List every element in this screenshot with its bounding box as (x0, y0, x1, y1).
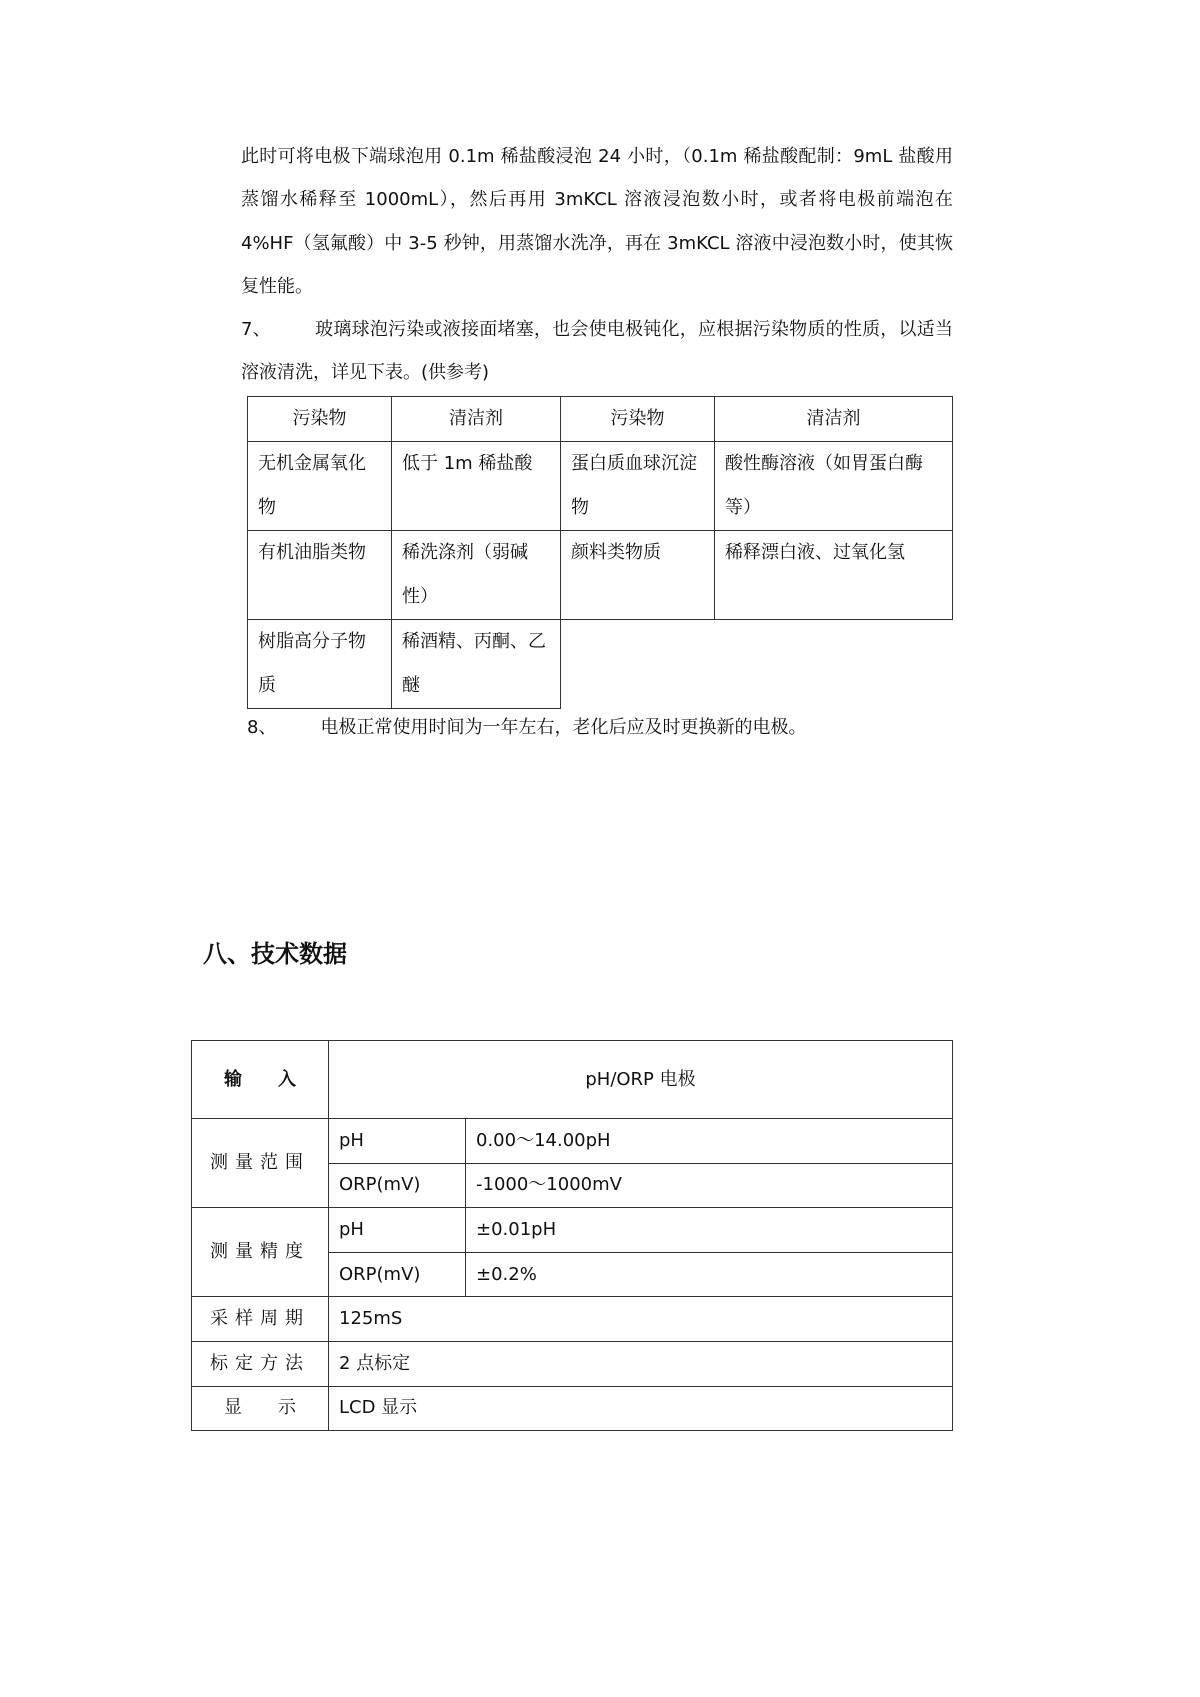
empty-cell (715, 620, 953, 709)
display-value: LCD 显示 (329, 1386, 953, 1431)
sampling-value: 125mS (329, 1297, 953, 1342)
spec-row-range-ph (192, 1119, 953, 1164)
accuracy-ph-label: pH (329, 1208, 466, 1253)
accuracy-orp-label: ORP(mV) (329, 1252, 466, 1297)
table-cell: 稀释漂白液、过氧化氢 (715, 531, 953, 620)
spec-row-sampling (192, 1297, 953, 1342)
input-value: pH/ORP 电极 (329, 1041, 953, 1119)
header-cell: 污染物 (561, 397, 715, 442)
table-cell: 无机金属氧化物 (248, 442, 392, 531)
table-cell: 有机油脂类物 (248, 531, 392, 620)
range-ph-label: pH (329, 1119, 466, 1164)
section-heading: 八、技术数据 (203, 940, 347, 968)
accuracy-ph-value: ±0.01pH (466, 1208, 953, 1253)
range-ph-value: 0.00～14.00pH (466, 1119, 953, 1164)
range-label: 测量范围 (192, 1119, 329, 1208)
table-cell: 蛋白质血球沉淀物 (561, 442, 715, 531)
item-7-text: 玻璃球泡污染或液接面堵塞，也会使电极钝化，应根据污染物质的性质，以适当溶液清洗，详见下表。(供参考) (241, 319, 954, 384)
table-cell: 低于 1m 稀盐酸 (392, 442, 561, 531)
range-orp-value: -1000～1000mV (466, 1163, 953, 1208)
spec-row-calibration (192, 1341, 953, 1386)
body-text (241, 135, 953, 395)
calibration-value: 2 点标定 (329, 1341, 953, 1386)
header-cell: 污染物 (248, 397, 392, 442)
table-cell: 稀洗涤剂（弱碱性） (392, 531, 561, 620)
input-label: 输 入 (192, 1041, 329, 1119)
item-8-text: 电极正常使用时间为一年左右，老化后应及时更换新的电极。 (320, 717, 807, 738)
sampling-label: 采样周期 (192, 1297, 329, 1342)
cleaning-table (247, 396, 953, 709)
accuracy-orp-value: ±0.2% (466, 1252, 953, 1297)
empty-cell (561, 620, 715, 709)
range-orp-label: ORP(mV) (329, 1163, 466, 1208)
table-row (248, 620, 953, 709)
item-7 (241, 308, 953, 395)
display-label: 显 示 (192, 1386, 329, 1431)
paragraph-soak-instructions: 此时可将电极下端球泡用 0.1m 稀盐酸浸泡 24 小时，（0.1m 稀盐酸配制：9mL 盐酸用蒸馏水稀释至 1000mL），然后再用 3mKCL 溶液浸泡数小时，或者将电极前端泡在 4%HF（氢氟酸）中 3-5 秒钟，用蒸馏水洗净，再在 3mKCL 溶液中浸泡数小时，使其恢复性能。 (241, 146, 953, 297)
spec-row-accuracy-ph (192, 1208, 953, 1253)
table-cell: 颜料类物质 (561, 531, 715, 620)
calibration-label: 标定方法 (192, 1341, 329, 1386)
spec-row-display (192, 1386, 953, 1431)
table-row (248, 531, 953, 620)
header-cell: 清洁剂 (392, 397, 561, 442)
table-cell: 稀酒精、丙酮、乙醚 (392, 620, 561, 709)
table-header-row (248, 397, 953, 442)
spec-header-row (192, 1041, 953, 1119)
header-cell: 清洁剂 (715, 397, 953, 442)
item-8 (247, 706, 806, 749)
table-cell: 树脂高分子物质 (248, 620, 392, 709)
table-cell: 酸性酶溶液（如胃蛋白酶等） (715, 442, 953, 531)
spec-table (191, 1040, 953, 1431)
item-7-number: 7、 (241, 319, 271, 341)
item-8-number: 8、 (247, 717, 277, 738)
accuracy-label: 测量精度 (192, 1208, 329, 1297)
table-row (248, 442, 953, 531)
